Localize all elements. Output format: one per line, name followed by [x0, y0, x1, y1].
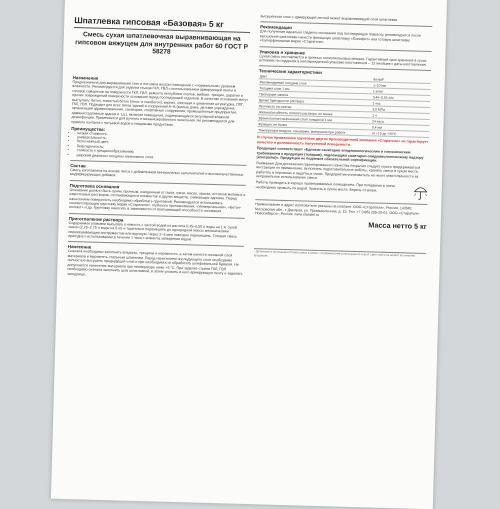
tech-value: 1 кг/м² — [372, 88, 431, 96]
tech-value: 0,4 мм — [371, 124, 430, 132]
mix-prep-heading: Приготовление раствора — [69, 216, 245, 226]
recommendations-text: Для получения идеально гладкого основания под последующую покраску, рекомендуется после высыхания шпатлевки нанести финишную шпатлевку «Полифит» или готовую шпатлевку «Суперфинишная марки «Старатели». — [260, 30, 432, 48]
tech-value: 1 ч — [371, 112, 430, 120]
apply-text: Сначала необходимо заполнить впадины, трещины и неровности, а затем нанести основной слой материала и выровнять стальным шпателем. Перед нанесением последующего слоя необходимо полностью высушить предыдущий слой и при необходимости обработать шлифовальной бумагой. Не допускается нанесение материала при температуре ниже +5 °С. При заделке стыков ГКЛ, ГВЛ необходимо сначала заполнить шов шпатлевкой, в затем уложить в него армирующую ленту и заделать заподлицо. — [67, 249, 244, 280]
tech-value: 0,45–0,55 л/кг — [372, 94, 431, 102]
right-column — [254, 14, 433, 262]
tech-value: белый* — [372, 77, 431, 84]
tech-param: Температура воздуха, основания, материала при работе — [257, 127, 371, 136]
product-subtitle: Смесь сухая шпатлевочная выравнивающая на гипсовом вяжущем для внутренних работ 60 ГОСТ Р 58278 — [73, 31, 250, 59]
tech-param: Пропорция замеса — [258, 91, 372, 100]
footnote-area — [254, 248, 426, 262]
advantage-item: • универсальность; — [77, 135, 247, 144]
apply-heading: Нанесение — [68, 244, 244, 254]
manufacturer-text: Наименование и адрес изготовителя указаны на клапане. ООО «Старатели», Россия, 143581 Московская обл., г. Дмитров, ул. Промышленная, д. 15. Тел. +7 (495) 255-20-01. ООО «Старатели-Новосибирск», Россия. www.staratel.ru — [255, 202, 427, 220]
storage-heading: Упаковка и хранение — [259, 49, 431, 59]
tech-value: 1–10 мм — [372, 82, 431, 90]
storage-note-row — [255, 180, 427, 201]
continued-text: высушенном слое с армирующей лентой может выравнивающий слой шпатлевки. — [260, 14, 432, 23]
tech-table — [257, 74, 431, 139]
tech-param: Фракция, не более — [257, 121, 371, 130]
warning-text: В случае применения грунтовок других производителей компания «Старатели» не гарантирует качество и долговечность полученной поверхности. — [257, 136, 429, 150]
storage-note: Работы проводить в хорошо проветриваемых помещениях. При попадании в глаза необходимо промыть их водой. Хранить в сухом месте. Беречь от влаги. — [256, 180, 411, 193]
tech-param: Время пригодности раствора — [258, 97, 372, 106]
certification-text: Продукция соответствует «Единым санитарно-эпидемиологическим и гигиеническим требованиям к продукции (товарам), подлежащим санитарно-эпидемиологическому надзору (контролю)». Продукция не подлежит обязательной сертификации. — [256, 146, 428, 164]
tech-param: Прочность на сжатие — [258, 103, 372, 112]
composition-text: Смесь изготовлена на основе гипса с добавлением минеральных наполнителей и высококачественных модифицирующих добавок. — [70, 168, 246, 182]
mix-prep-text: Содержимое упаковки высыпать в емкость с чистой водой из расчета 0,45–0,55 л воды на 1 кг сухой смеси (2,25–2,75 л воды на 5 кг) и тщательно перемешать до однородной массы механическим перемешивающим инструментом или вручную. Через 2–3 мин повторно перемешать. Готовая смесь пригодна к использованию в течение 1 часа с момента затворения водой. — [68, 221, 244, 244]
advantages-list — [70, 131, 247, 162]
left-column — [67, 75, 249, 282]
tech-value: 1 час — [372, 100, 431, 108]
product-title: Шпатлевка гипсовая «Базовая» 5 кг — [74, 15, 250, 33]
tech-param: Время полного высыхания слоя толщиной 1 мм — [258, 115, 372, 124]
tech-heading: Технические характеристики — [259, 69, 431, 79]
advantage-item: • широкий диапазон толщины нанесимого слоя. — [76, 153, 246, 162]
advantage-item: • безусадочность; — [77, 144, 247, 153]
tech-value: 3,0 МПа — [371, 106, 430, 114]
recommendations-heading: Рекомендации — [260, 25, 432, 35]
tech-value: от +10 до +30°С — [371, 130, 430, 138]
umbrella-icon — [413, 185, 427, 201]
tech-param: Толщина слоя 1 мм — [258, 85, 372, 94]
base-prep-text: Основание должно быть сухим, прочным, очищенным от пыли, грязи, масел, краски, остатков мелевых и известковых растворов, отслаивающихся элементов и других веществ, снижающих адгезию. Перед нанесением поверхность необходимо обработать грунтовкой. Рекомендуется использовать соответствующую грунтовку марки «Старатели»: глубокого проникновения, «Универсальная», «Бетон-контакт» и др. Грунтовку наносить в зависимости от впитывающей способности основания. — [69, 188, 246, 215]
purpose-heading: Назначение — [73, 75, 249, 85]
footnote-text: * Допускается отклонение оттенка смеси в связи с особенностями используемого сырья. Цвет смеси не влияет на качество продукции. — [254, 250, 426, 262]
storage-text: Сухая смесь поставляется в прочных полиэтиленовых мешках. Гарантийный срок хранения в сухих условиях на поддонах в неповрежденной упаковке изготовителя – 12 месяцев с даты изготовления. — [259, 54, 431, 68]
advantage-item: • стойкость к трещинообразованию; — [77, 148, 247, 157]
purpose-text: Предназначена для выравнивания стен и потолков внутри помещений с «нормальным» уровнем влажности. Рекомендуется для заделки стыков ГКЛ, ГВЛ с использованием армирующей ленты и головок саморезов на поверхности ГКЛ, ГВЛ, ремонта неглубоких сколов, выбоин, трещин, царапин и прочих повреждений поверхности основания перед последующей отделкой. В качестве основания могут выступать: бетон, ячеистый бетон (пено- и газобетон), кирпич, гипсовая и цементная штукатурка, ППГ, ГКЛ, ГВЛ. Подходит для всех типов зданий и сооружений А–В (жилые дома, детские учреждения, организации здравоохранения, санатории, спортивные сооружения, промышленные предприятия, административные здания и т.д.), включая помещения, подвергающиеся регулярной влажной дезинфекции. Применяется для ручного и механизированного нанесения. Не рекомендуется для прямого контакта с питьевой водой и пищевыми продуктами. — [71, 80, 248, 129]
advantages-heading: Преимущества: — [71, 126, 247, 136]
tech-param: Жизнеспособность готового раствора, не менее — [258, 109, 372, 118]
attention-text: Внимание! Для достижения гарантированного качества покрытия следует строго придерживаться инструкции по применению, выполнять подготовительные работы, хранить смеси в сухом месте, работать в перчатках и защитных очках. Предприятие-изготовитель не несет ответственности за неправильное использование смеси. — [256, 161, 428, 183]
net-weight: Масса нетто 5 кг — [255, 217, 427, 231]
composition-heading: Состав — [70, 163, 246, 173]
tech-param: Цвет — [259, 74, 373, 83]
advantage-item: • белоснежный цвет; — [77, 140, 247, 149]
product-label-sheet — [51, 0, 447, 509]
tech-value: 24 часа — [371, 118, 430, 126]
base-prep-heading: Подготовка основания — [70, 183, 246, 193]
tech-param: Рекомендуемая толщина слоя — [259, 79, 373, 88]
advantage-item: • низкая стоимость; — [77, 131, 247, 140]
